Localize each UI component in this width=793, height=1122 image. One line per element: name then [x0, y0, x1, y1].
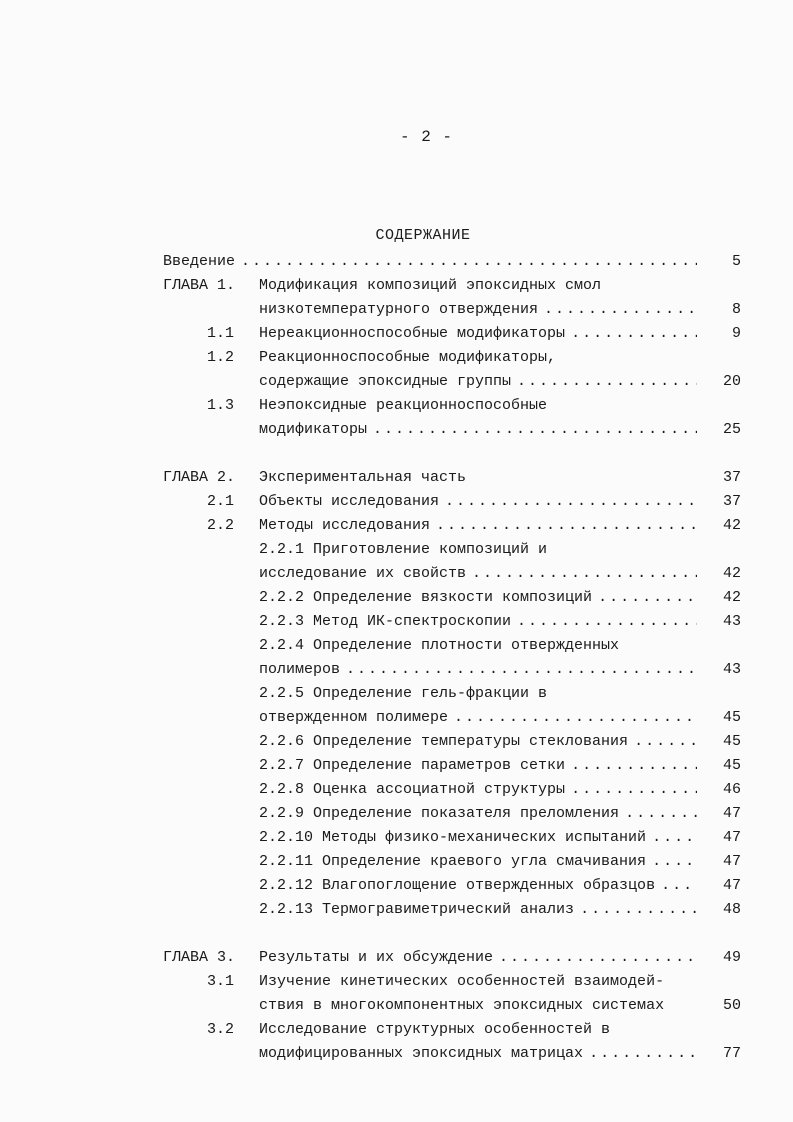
page-number: - 2 - — [399, 128, 453, 146]
toc-entry-text: 2.2.5 Определение гель-фракции в — [259, 685, 548, 702]
dot-leader — [583, 1042, 697, 1066]
toc-subsection-cont — [163, 706, 741, 730]
toc-title: СОДЕРЖАНИЕ — [375, 227, 471, 244]
toc-entry-text: 2.2.10 Методы физико-механических испытаний — [259, 829, 647, 846]
section-number: 3.1 — [206, 973, 234, 990]
toc-section-1-3-cont — [163, 418, 741, 442]
toc-page-number: 43 — [722, 613, 741, 630]
toc-page-number: 47 — [722, 877, 741, 894]
toc-subsection — [163, 898, 741, 922]
toc-page-number: 47 — [722, 853, 741, 870]
toc-page-number: 37 — [722, 469, 741, 486]
dot-leader — [367, 418, 697, 442]
toc-page-number: 48 — [722, 901, 741, 918]
toc-entry-text: Результаты и их обсуждение — [259, 949, 494, 966]
dot-leader — [655, 874, 697, 898]
toc-chapter-3 — [163, 946, 741, 970]
toc-subsection — [163, 778, 741, 802]
dot-leader — [592, 586, 697, 610]
toc-subsection-cont — [163, 658, 741, 682]
toc-section-1-2-cont — [163, 370, 741, 394]
dot-leader — [574, 898, 697, 922]
toc-section-3-2-cont — [163, 1042, 741, 1066]
section-number: 1.2 — [206, 349, 234, 366]
toc-page-number: 45 — [722, 757, 741, 774]
toc-entry-text: Экспериментальная часть — [259, 469, 467, 486]
toc-entry-text: Объекты исследования — [259, 493, 440, 510]
toc-subsection — [163, 826, 741, 850]
dot-leader — [619, 802, 697, 826]
dot-leader — [565, 778, 697, 802]
toc-page-number: 47 — [722, 805, 741, 822]
toc-page-number: 45 — [722, 733, 741, 750]
toc-section-2-2 — [163, 514, 741, 538]
toc-entry-text: 2.2.3 Метод ИК-спектроскопии — [259, 613, 512, 630]
toc-section-3-1 — [163, 970, 741, 994]
toc-entry-text: Неэпоксидные реакционноспособные — [259, 397, 548, 414]
dot-leader — [466, 562, 697, 586]
toc-entry-text: 2.2.8 Оценка ассоциатной структуры — [259, 781, 566, 798]
toc-subsection — [163, 586, 741, 610]
toc-entry-text: Изучение кинетических особенностей взаимодей- — [259, 973, 665, 990]
toc-entry-text: исследование их свойств — [259, 565, 467, 582]
toc-entry-text: 2.2.1 Приготовление композиций и — [259, 541, 548, 558]
dot-leader — [511, 370, 697, 394]
toc-entry-text: Методы исследования — [259, 517, 431, 534]
toc-page-number: 49 — [722, 949, 741, 966]
toc-subsection-cont — [163, 562, 741, 586]
dot-leader — [511, 610, 697, 634]
toc-page-number: 37 — [722, 493, 741, 510]
toc-entry-text: отвержденном полимере — [259, 709, 449, 726]
toc-entry-intro — [163, 250, 741, 274]
toc-page-number: 25 — [722, 421, 741, 438]
toc-page-number: 47 — [722, 829, 741, 846]
section-number: 1.3 — [206, 397, 234, 414]
toc-entry-text: 2.2.7 Определение параметров сетки — [259, 757, 566, 774]
toc-chapter-1 — [163, 274, 741, 298]
toc-page-number: 9 — [731, 325, 741, 342]
dot-leader — [430, 514, 697, 538]
toc-section-3-1-cont — [163, 994, 741, 1018]
toc-subsection — [163, 874, 741, 898]
chapter-label: ГЛАВА 1. — [163, 277, 236, 294]
toc-subsection — [163, 754, 741, 778]
toc-entry-text: полимеров — [259, 661, 341, 678]
section-number: 2.2 — [206, 517, 234, 534]
toc-section-3-2 — [163, 1018, 741, 1042]
toc-entry-text: 2.2.6 Определение температуры стеклования — [259, 733, 629, 750]
toc-entry-text: модифицированных эпоксидных матрицах — [259, 1045, 584, 1062]
toc-entry-text: 2.2.13 Термогравиметрический анализ — [259, 901, 575, 918]
toc-page-number: 42 — [722, 565, 741, 582]
dot-leader — [439, 490, 697, 514]
toc-subsection — [163, 538, 741, 562]
toc-section-1-1 — [163, 322, 741, 346]
toc-page-number: 43 — [722, 661, 741, 678]
toc-entry-text: 2.2.9 Определение показателя преломления — [259, 805, 620, 822]
dot-leader — [538, 298, 697, 322]
dot-leader — [646, 826, 697, 850]
dot-leader — [628, 730, 697, 754]
toc-chapter-2 — [163, 466, 741, 490]
section-number: 3.2 — [206, 1021, 234, 1038]
dot-leader — [340, 658, 697, 682]
toc-entry-text: Исследование структурных особенностей в — [259, 1021, 611, 1038]
toc-section-2-1 — [163, 490, 741, 514]
table-of-contents — [163, 250, 741, 1066]
toc-entry-text: модификаторы — [259, 421, 368, 438]
toc-subsection — [163, 730, 741, 754]
toc-page-number: 46 — [722, 781, 741, 798]
toc-subsection — [163, 682, 741, 706]
toc-page-number: 45 — [722, 709, 741, 726]
chapter-label: ГЛАВА 3. — [163, 949, 236, 966]
toc-subsection — [163, 850, 741, 874]
dot-leader — [448, 706, 697, 730]
toc-entry-text: 2.2.11 Определение краевого угла смачивания — [259, 853, 647, 870]
toc-entry-text: 2.2.12 Влагопоглощение отвержденных образцов — [259, 877, 656, 894]
dot-leader — [565, 322, 697, 346]
toc-entry-text: Нереакционноспособные модификаторы — [259, 325, 566, 342]
toc-page-number: 42 — [722, 589, 741, 606]
dot-leader — [235, 250, 697, 274]
toc-entry-text: содержащие эпоксидные группы — [259, 373, 512, 390]
toc-page-number: 20 — [722, 373, 741, 390]
toc-subsection — [163, 610, 741, 634]
dot-leader — [646, 850, 697, 874]
toc-chapter-1-cont — [163, 298, 741, 322]
dot-leader — [493, 946, 697, 970]
toc-page-number: 8 — [731, 301, 741, 318]
toc-subsection — [163, 802, 741, 826]
section-number: 2.1 — [206, 493, 234, 510]
toc-entry-text: Введение — [163, 253, 236, 270]
toc-entry-text: Реакционноспособные модификаторы, — [259, 349, 557, 366]
toc-section-1-2 — [163, 346, 741, 370]
section-number: 1.1 — [206, 325, 234, 342]
chapter-label: ГЛАВА 2. — [163, 469, 236, 486]
toc-entry-text: Модификация композиций эпоксидных смол — [259, 277, 602, 294]
toc-entry-text: 2.2.2 Определение вязкости композиций — [259, 589, 593, 606]
toc-page-number: 77 — [722, 1045, 741, 1062]
dot-leader — [565, 754, 697, 778]
toc-entry-text: низкотемпературного отверждения — [259, 301, 539, 318]
toc-section-1-3 — [163, 394, 741, 418]
toc-page-number: 42 — [722, 517, 741, 534]
toc-page-number: 50 — [722, 997, 741, 1014]
toc-entry-text: ствия в многокомпонентных эпоксидных системах — [259, 997, 665, 1014]
toc-subsection — [163, 634, 741, 658]
toc-page-number: 5 — [731, 253, 741, 270]
toc-entry-text: 2.2.4 Определение плотности отвержденных — [259, 637, 620, 654]
